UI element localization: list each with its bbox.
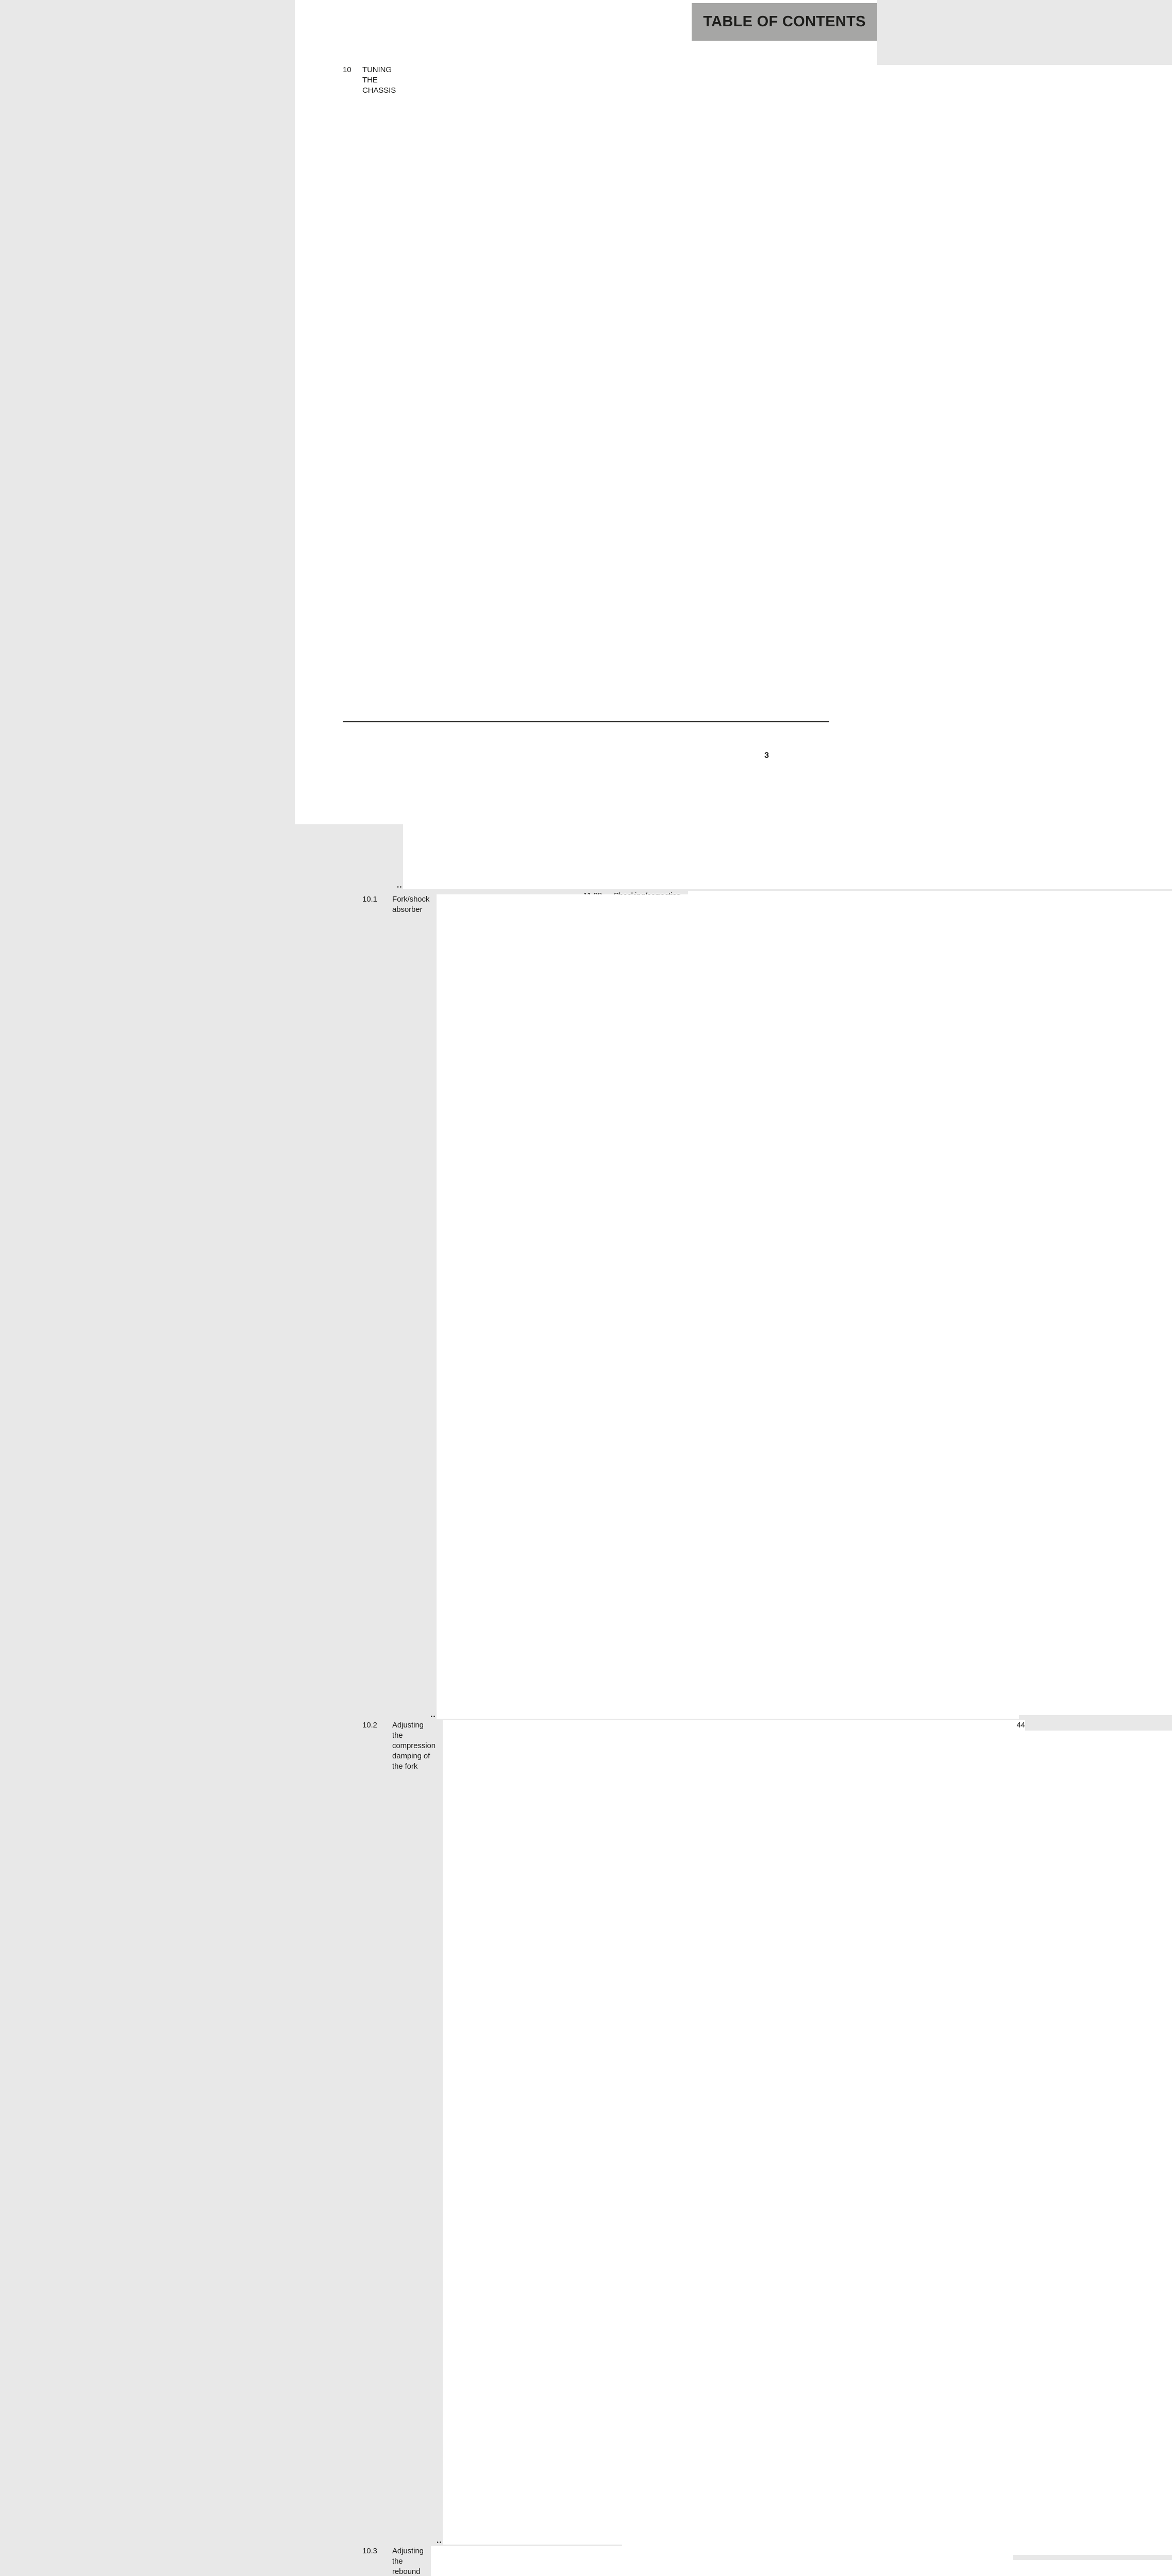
toc-entry-row[interactable]	[343, 894, 548, 1719]
footer-divider	[343, 721, 829, 722]
toc-leader-dots	[437, 2541, 441, 2544]
toc-body	[343, 65, 769, 2576]
toc-entry-number: 10.3	[362, 2546, 392, 2556]
toc-entry-row[interactable]	[343, 1720, 548, 2545]
toc-entry-number: 10.2	[362, 1720, 392, 1731]
toc-page-ref: 44	[443, 1720, 1025, 2545]
toc-entry-title: Adjusting the rebound	[392, 2546, 424, 2576]
toc-entry-title: Adjusting the compression damping of the fork	[392, 1720, 436, 1772]
document-page	[295, 0, 877, 824]
toc-leader-dots	[431, 1715, 435, 1718]
toc-entry-row[interactable]	[343, 2546, 548, 2576]
toc-section-title: TUNING THE CHASSIS	[362, 65, 396, 96]
page-number: 3	[764, 751, 769, 760]
toc-page-ref	[646, 2560, 1172, 2576]
toc-leader-dots	[397, 886, 401, 888]
page-title: TABLE OF CONTENTS	[703, 13, 866, 30]
toc-entry-title: Fork/shock absorber	[392, 894, 429, 915]
toc-page-ref	[622, 1731, 1172, 2555]
toc-section-number: 10	[343, 65, 362, 75]
toc-column-left	[343, 65, 548, 2576]
page-header-banner	[692, 3, 877, 41]
toc-page-ref	[688, 891, 1172, 1715]
toc-section-row[interactable]	[343, 65, 548, 889]
toc-page-ref	[652, 65, 1172, 889]
toc-entry-number: 10.1	[362, 894, 392, 905]
